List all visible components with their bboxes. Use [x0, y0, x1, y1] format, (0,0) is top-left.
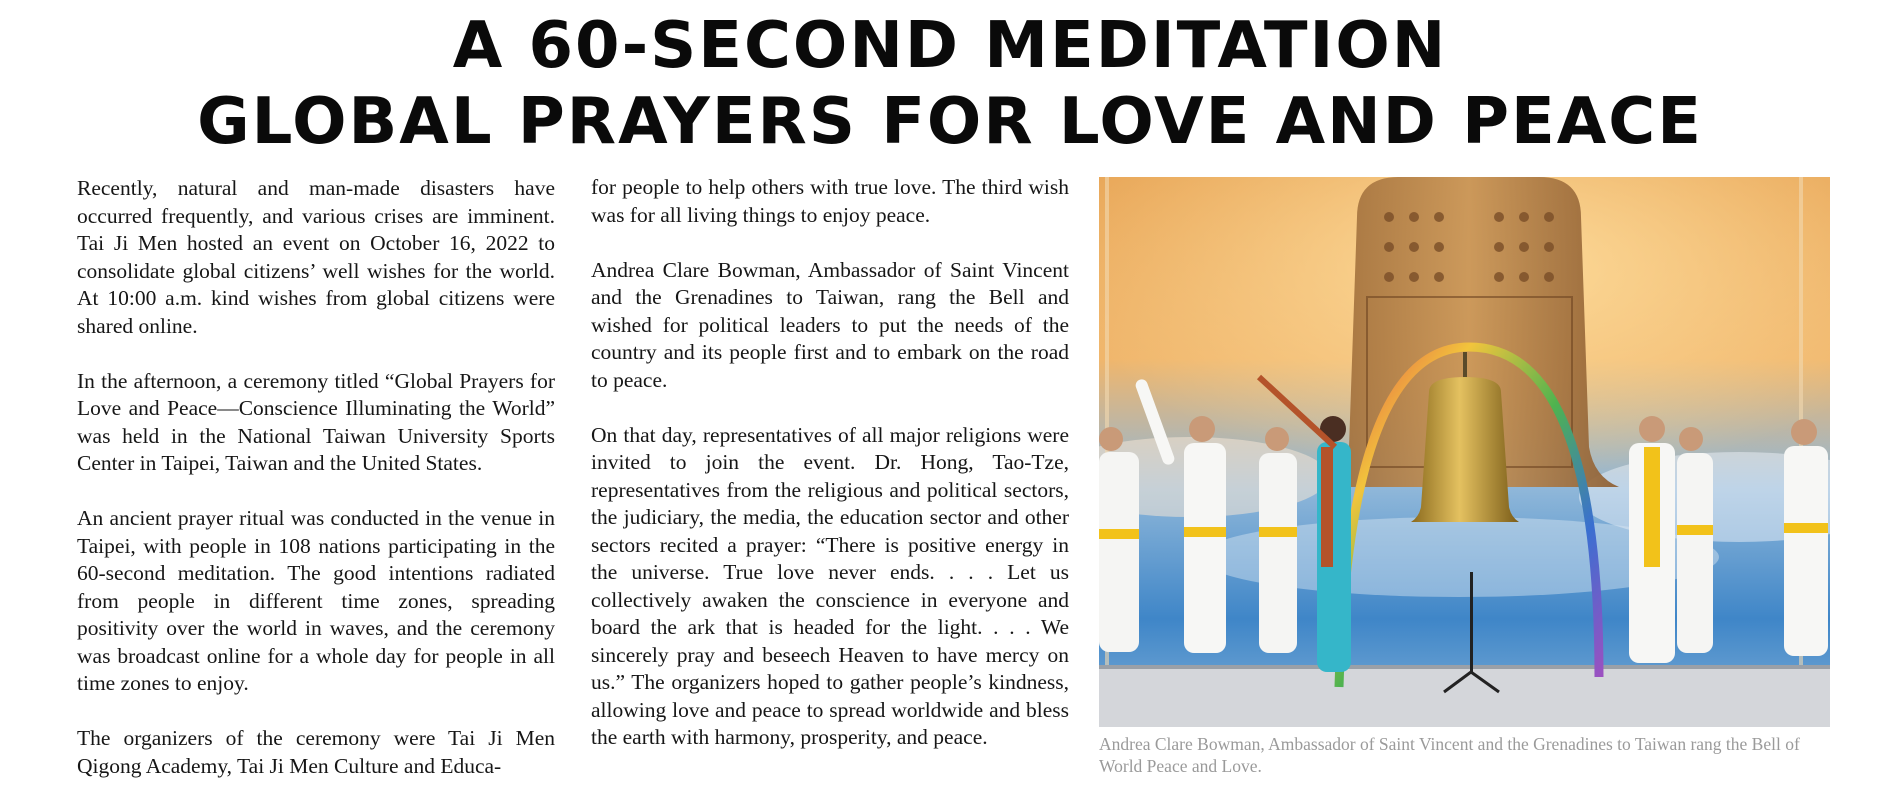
paragraph: The organizers of the ceremony were Tai Ji Men Qigong Academy, Tai Ji Men Culture and Educa- — [77, 726, 555, 778]
paragraph: Andrea Clare Bowman, Ambassador of Saint Vincent and the Grenadines to Taiwan, rang the Bell and wished for political leaders to put the needs of the country and its people first and to embark on the road to peace. — [591, 257, 1069, 392]
paragraph: for people to help others with true love. The third wish was for all living things to enjoy peace. — [591, 175, 1069, 227]
event-photo — [1099, 177, 1830, 727]
paragraph: In the afternoon, a ceremony titled “Global Prayers for Love and Peace—Conscience Illuminating the World” was held in the National Taiwan University Sports Center in Taipei, Taiwan and the United States. — [77, 368, 555, 475]
article-column-2 — [591, 174, 1069, 779]
headline-line-2: GLOBAL PRAYERS FOR LOVE AND PEACE — [197, 85, 1703, 159]
paragraph: An ancient prayer ritual was conducted in the venue in Taipei, with people in 108 nations participating in the 60-second meditation. The good intentions radiated from people in different time zones, spreading positivity over the world in waves, and the ceremony was broadcast online for a whole day for people in all time zones to enjoy. — [77, 506, 555, 695]
paragraph: On that day, representatives of all major religions were invited to join the event. Dr. Hong, Tao-Tze, representatives from the religious and political sectors, the judiciary, the media, the education sector and other sectors recited a prayer: “There is positive energy in the universe. True love never ends. . . . Let us collectively awaken the conscience in everyone and board the ark that is headed for the light. . . . We sincerely pray and beseech Heaven to have mercy on us.” The organizers hoped to gather people’s kindness, allowing love and peace to spread worldwide and bless the earth with harmony, prosperity, and peace. — [591, 422, 1069, 749]
photo-caption: Andrea Clare Bowman, Ambassador of Saint Vincent and the Grenadines to Taiwan rang the Bell of World Peace and Love. — [1099, 734, 1800, 776]
headline-line-1: A 60-SECOND MEDITATION — [452, 9, 1448, 83]
paragraph: Recently, natural and man-made disasters have occurred frequently, and various crises are imminent. Tai Ji Men hosted an event on October 16, 2022 to consolidate global citizens’ well wishes for the world. At 10:00 a.m. kind wishes from global citizens were shared online. — [77, 176, 555, 338]
article-column-1 — [77, 175, 555, 797]
headline — [0, 8, 1900, 160]
